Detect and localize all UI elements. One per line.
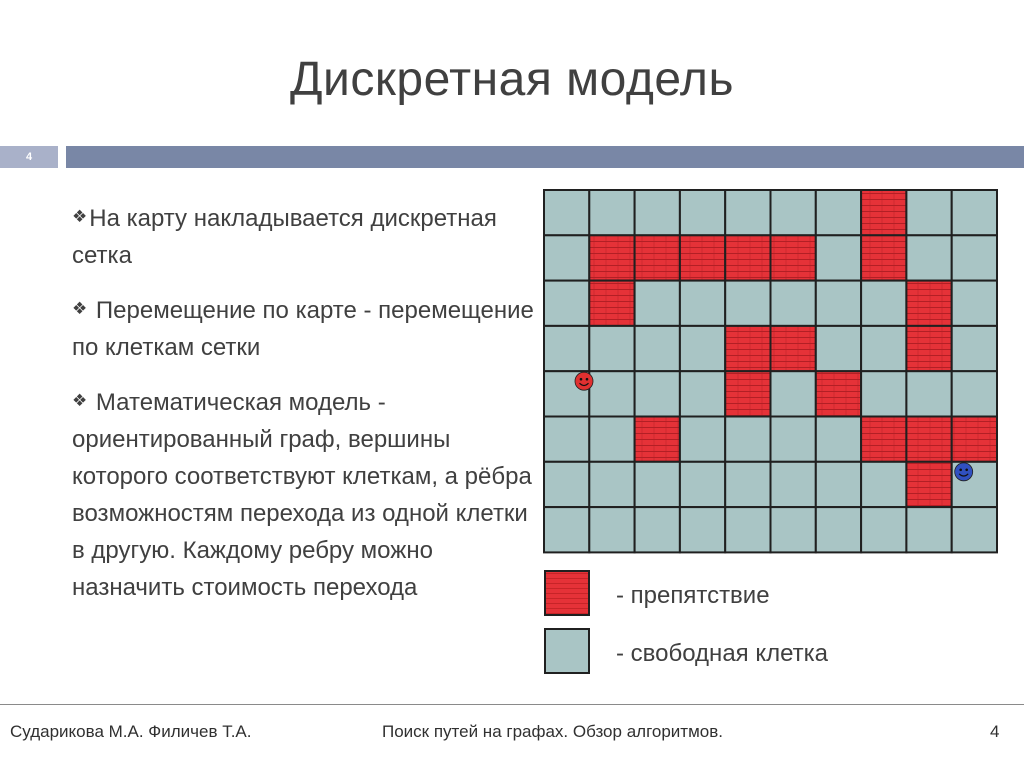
grid-cell-free bbox=[544, 417, 589, 462]
legend-obstacle-swatch bbox=[544, 570, 590, 616]
grid-cell-free bbox=[544, 235, 589, 280]
grid-cell-free bbox=[816, 462, 861, 507]
discrete-grid-map bbox=[540, 188, 1000, 556]
grid-cell-obstacle bbox=[906, 281, 951, 326]
grid-cell-obstacle bbox=[771, 235, 816, 280]
blue-smiley-icon bbox=[955, 463, 973, 481]
header-slide-number: 4 bbox=[25, 151, 33, 163]
slide-title: Дискретная модель bbox=[290, 53, 734, 106]
grid-cell-free bbox=[816, 417, 861, 462]
grid-cell-free bbox=[906, 235, 951, 280]
grid-cell-obstacle bbox=[589, 281, 634, 326]
grid-cell-free bbox=[816, 190, 861, 235]
grid-cell-free bbox=[635, 326, 680, 371]
grid-cell-free bbox=[771, 281, 816, 326]
grid-cell-obstacle bbox=[861, 417, 906, 462]
grid-cell-obstacle bbox=[816, 371, 861, 416]
grid-cell-obstacle bbox=[725, 371, 770, 416]
bullet-item bbox=[72, 198, 534, 274]
grid-cell-free bbox=[816, 507, 861, 552]
grid-cell-free bbox=[635, 281, 680, 326]
grid-cell-free bbox=[861, 281, 906, 326]
grid-cell-free bbox=[816, 281, 861, 326]
header-bar-right bbox=[66, 146, 1024, 168]
grid-cell-free bbox=[771, 190, 816, 235]
grid-cell-free bbox=[680, 281, 725, 326]
grid-cell-obstacle bbox=[635, 417, 680, 462]
grid-cell-free bbox=[861, 507, 906, 552]
grid-cell-free bbox=[544, 507, 589, 552]
grid-cell-free bbox=[906, 190, 951, 235]
grid-cell-free bbox=[680, 190, 725, 235]
footer-divider bbox=[0, 704, 1024, 705]
grid-cell-obstacle bbox=[906, 417, 951, 462]
grid-cell-obstacle bbox=[725, 326, 770, 371]
grid-cell-obstacle bbox=[680, 235, 725, 280]
grid-cell-free bbox=[861, 326, 906, 371]
grid-cell-free bbox=[952, 190, 997, 235]
grid-cell-free bbox=[861, 371, 906, 416]
grid-cell-free bbox=[861, 462, 906, 507]
grid-cell-free bbox=[589, 371, 634, 416]
grid-cell-free bbox=[544, 190, 589, 235]
grid-cell-free bbox=[906, 507, 951, 552]
grid-cell-free bbox=[589, 326, 634, 371]
red-smiley-icon bbox=[575, 372, 593, 390]
legend-free-label: - свободная клетка bbox=[616, 640, 829, 667]
footer-page-number: 4 bbox=[990, 722, 1000, 741]
grid-cell-free bbox=[635, 507, 680, 552]
grid-cell-obstacle bbox=[771, 326, 816, 371]
bullet-text: Перемещение по карте - перемещение по клеткам сетки bbox=[72, 297, 534, 361]
grid-cell-free bbox=[680, 417, 725, 462]
bullet-text: Математическая модель - ориентированный граф, вершины которого соответствуют клеткам, а рёбра возможностям перехода из одной клетки в другую. Каждому ребру можно назначить стоимость перехода bbox=[72, 389, 532, 601]
bullet-item bbox=[72, 290, 534, 366]
grid-cell-free bbox=[635, 190, 680, 235]
grid-cell-obstacle bbox=[906, 462, 951, 507]
grid-cell-free bbox=[771, 507, 816, 552]
grid-cell-free bbox=[725, 507, 770, 552]
legend-obstacle-label: - препятствие bbox=[616, 582, 770, 609]
footer-authors: Сударикова М.А. Филичев Т.А. bbox=[10, 722, 252, 741]
grid-cell-free bbox=[589, 190, 634, 235]
legend-free-swatch bbox=[544, 628, 590, 674]
grid-cell-obstacle bbox=[635, 235, 680, 280]
grid-cell-obstacle bbox=[725, 235, 770, 280]
grid-cell-free bbox=[771, 462, 816, 507]
grid-cell-free bbox=[680, 507, 725, 552]
grid-cell-free bbox=[725, 417, 770, 462]
grid-cell-free bbox=[680, 462, 725, 507]
grid-cell-free bbox=[952, 326, 997, 371]
grid-cell-free bbox=[952, 507, 997, 552]
grid-cell-free bbox=[725, 190, 770, 235]
bullet-item bbox=[72, 382, 534, 606]
grid-cell-free bbox=[635, 462, 680, 507]
grid-cell-free bbox=[544, 462, 589, 507]
grid-cell-free bbox=[816, 326, 861, 371]
footer-topic: Поиск путей на графах. Обзор алгоритмов. bbox=[382, 722, 723, 741]
grid-cell-free bbox=[725, 281, 770, 326]
grid-cell-obstacle bbox=[589, 235, 634, 280]
grid-cell-free bbox=[635, 371, 680, 416]
grid-cell-free bbox=[589, 417, 634, 462]
grid-cell-free bbox=[952, 371, 997, 416]
grid-cell-free bbox=[771, 417, 816, 462]
grid-cell-free bbox=[680, 371, 725, 416]
diamond-cluster-icon: ❖ bbox=[72, 391, 88, 410]
diamond-cluster-icon: ❖ bbox=[72, 207, 88, 226]
grid-cell-obstacle bbox=[861, 190, 906, 235]
grid-cell-obstacle bbox=[906, 326, 951, 371]
bullet-text: На карту накладывается дискретная сетка bbox=[72, 205, 497, 269]
grid-cell-free bbox=[589, 462, 634, 507]
grid-cell-free bbox=[544, 326, 589, 371]
grid-cell-free bbox=[952, 281, 997, 326]
grid-cell-free bbox=[725, 462, 770, 507]
grid-cell-free bbox=[771, 371, 816, 416]
grid-cell-free bbox=[544, 281, 589, 326]
grid-cell-free bbox=[952, 235, 997, 280]
grid-cell-obstacle bbox=[952, 417, 997, 462]
grid-cell-free bbox=[816, 235, 861, 280]
grid-cell-free bbox=[589, 507, 634, 552]
bullet-list bbox=[72, 198, 534, 622]
grid-cell-obstacle bbox=[861, 235, 906, 280]
grid-cell-free bbox=[906, 371, 951, 416]
diamond-cluster-icon: ❖ bbox=[72, 299, 88, 318]
grid-cell-free bbox=[680, 326, 725, 371]
